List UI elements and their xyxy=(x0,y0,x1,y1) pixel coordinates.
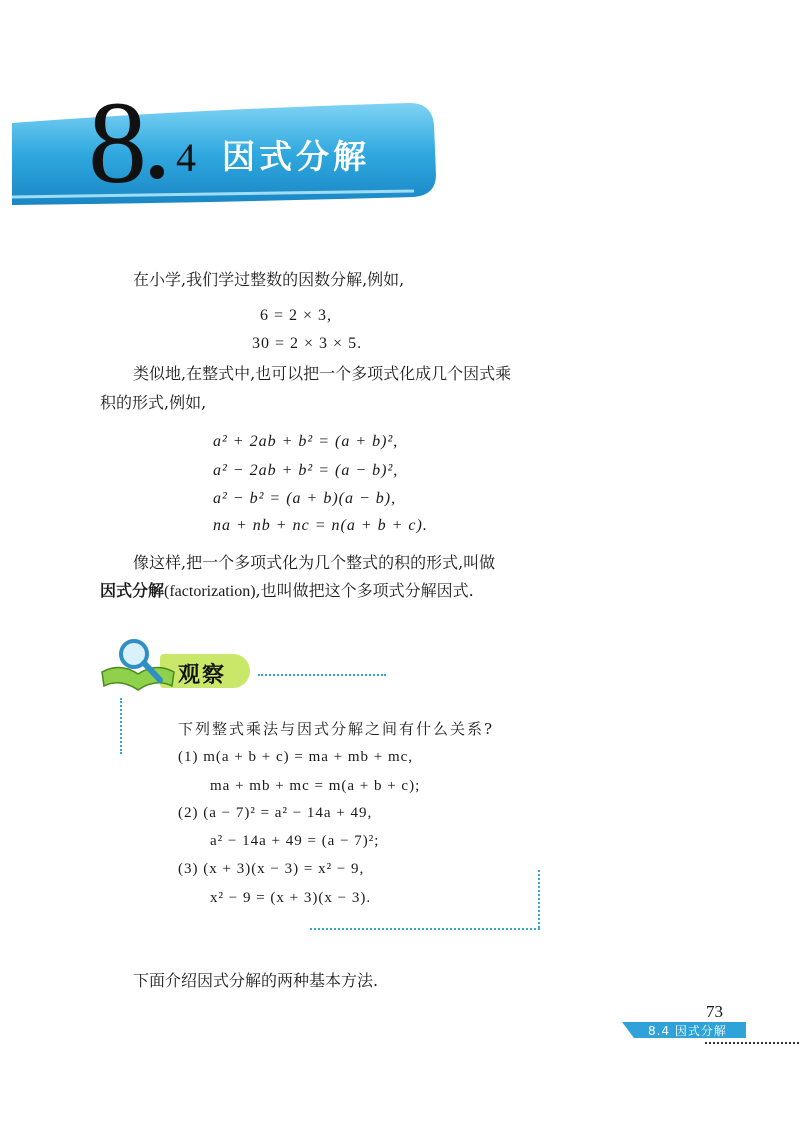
definition-rest: ,也叫做把这个多项式分解因式. xyxy=(255,581,474,600)
footer-section-label: 8.4 因式分解 xyxy=(648,1024,727,1038)
formula-1: a² + 2ab + b² = (a + b)², xyxy=(213,433,399,450)
term-english: (factorization) xyxy=(164,583,256,600)
observe-label: 观察 xyxy=(178,663,227,688)
section-title: 因式分解 xyxy=(222,137,370,176)
observe-question: 下列整式乘法与因式分解之间有什么关系? xyxy=(178,720,495,738)
section-number: 4 xyxy=(176,135,196,180)
observe-bottom-border xyxy=(310,928,540,930)
observe-item-2-line-2: a² − 14a + 49 = (a − 7)²; xyxy=(210,833,380,849)
definition-line-1: 像这样,把一个多项式化为几个整式的积的形式,叫做 xyxy=(133,553,496,572)
magnifier-book-icon xyxy=(100,636,180,696)
similar-line-2: 积的形式,例如, xyxy=(100,393,207,412)
chapter-dot xyxy=(150,165,164,179)
observe-item-1-line-1: (1) m(a + b + c) = ma + mb + mc, xyxy=(178,749,414,765)
observe-item-1-line-2: ma + mb + mc = m(a + b + c); xyxy=(210,778,421,794)
observe-item-3-line-1: (3) (x + 3)(x − 3) = x² − 9, xyxy=(178,861,365,877)
intro-line: 在小学,我们学过整数的因数分解,例如, xyxy=(133,270,405,289)
observe-left-border xyxy=(120,698,122,754)
observe-top-border xyxy=(258,674,386,676)
example-thirty: 30 = 2 × 3 × 5. xyxy=(252,335,363,352)
observe-item-2-line-1: (2) (a − 7)² = a² − 14a + 49, xyxy=(178,805,373,821)
closing-line: 下面介绍因式分解的两种基本方法. xyxy=(133,971,379,990)
formula-3: a² − b² = (a + b)(a − b), xyxy=(213,490,397,507)
formula-4: na + nb + nc = n(a + b + c). xyxy=(213,517,428,534)
term-factorization: 因式分解 xyxy=(100,581,165,600)
observe-item-3-line-2: x² − 9 = (x + 3)(x − 3). xyxy=(210,890,372,906)
observe-right-border xyxy=(538,870,540,928)
definition-line-2 xyxy=(100,581,474,601)
page-number: 73 xyxy=(706,1002,723,1021)
footer-dotted-rule xyxy=(705,1042,799,1044)
example-six: 6 = 2 × 3, xyxy=(260,307,333,324)
formula-2: a² − 2ab + b² = (a − b)², xyxy=(213,462,399,479)
chapter-number: 8 xyxy=(88,77,147,208)
similar-line-1: 类似地,在整式中,也可以把一个多项式化成几个因式乘 xyxy=(133,364,512,383)
